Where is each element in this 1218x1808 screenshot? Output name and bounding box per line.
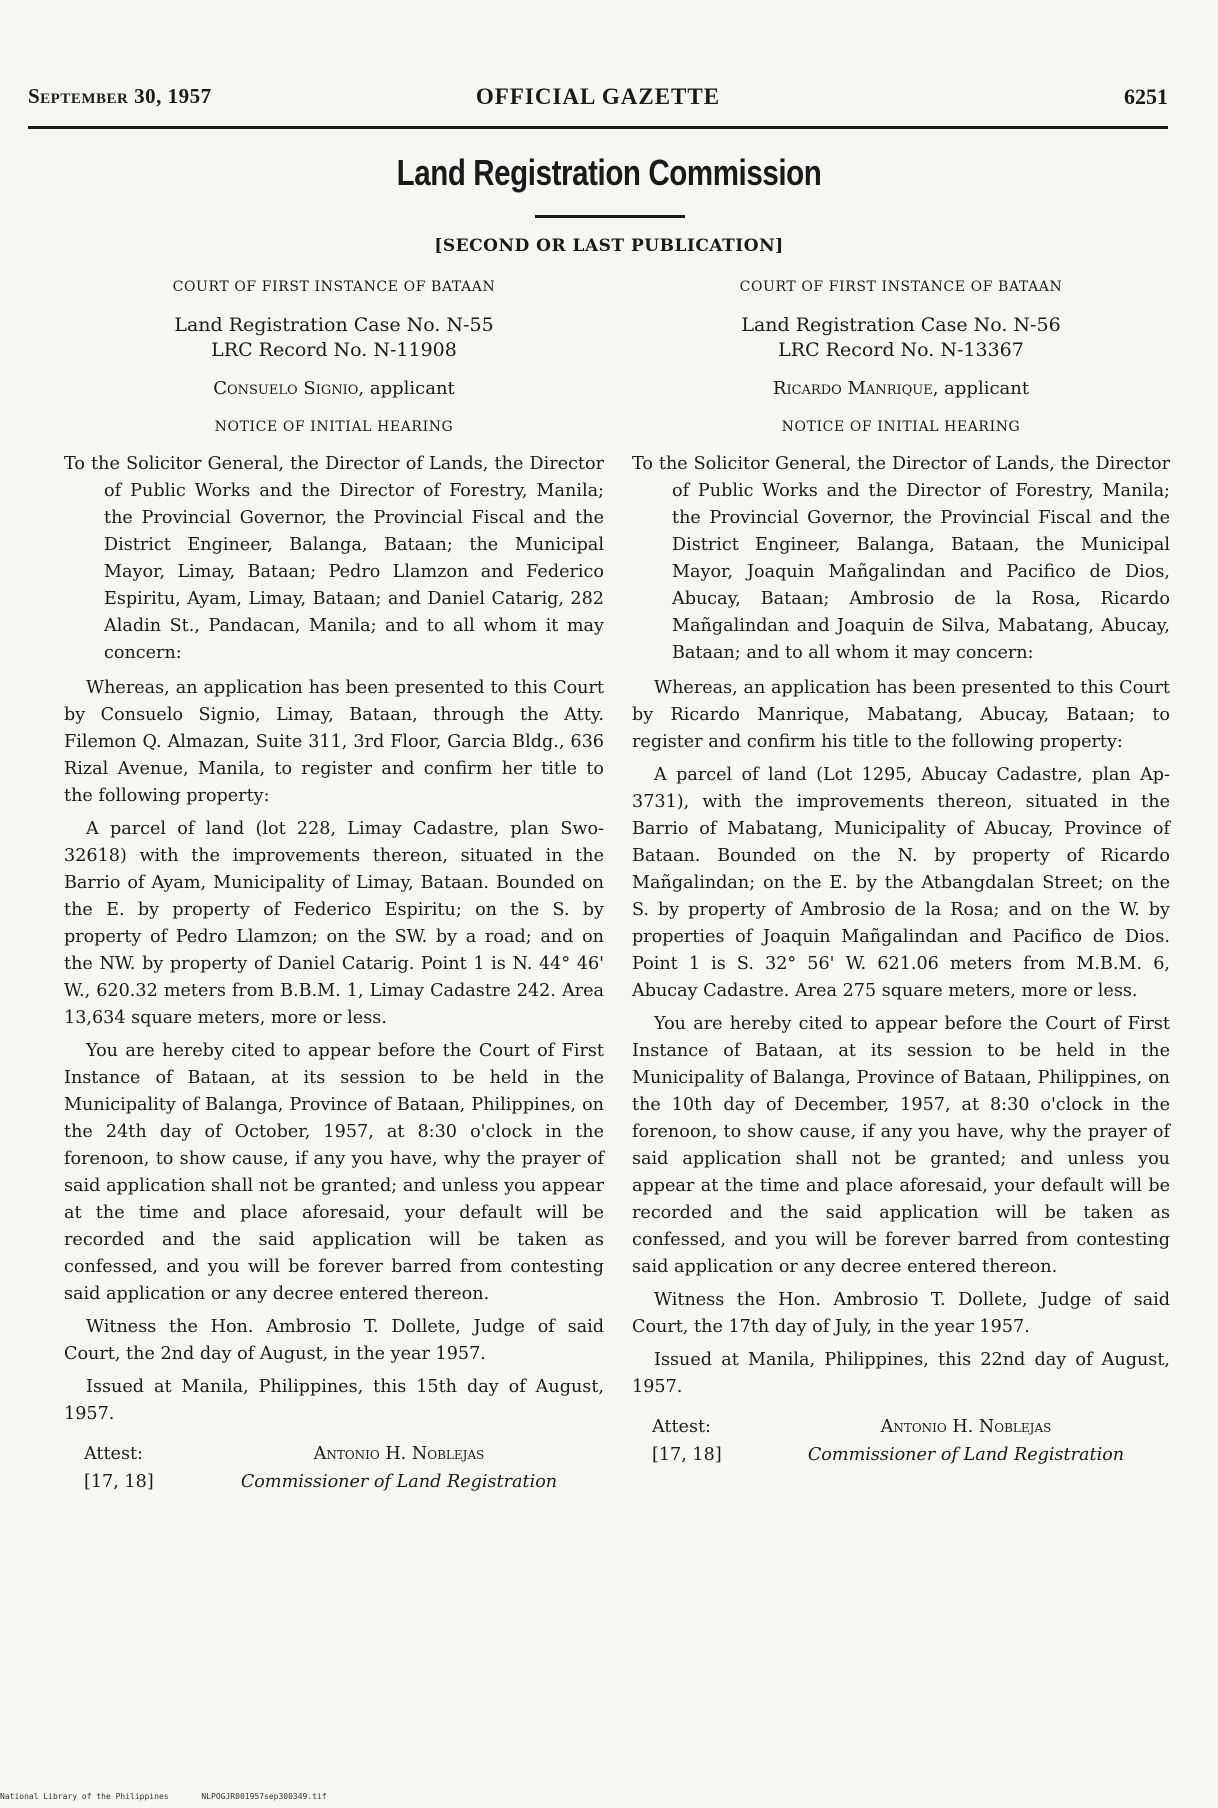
paragraph-application: Whereas, an application has been presented to this Court by Ricardo Manrique, Mabatang, Abucay, Bataan; to register and confirm his title to the following property: <box>632 678 1170 752</box>
attestation <box>632 1413 1170 1469</box>
paragraph-property: A parcel of land (lot 228, Limay Cadastre, plan Swo-32618) with the improvements thereon, situated in the Barrio of Ayam, Municipality of Limay, Bataan. Bounded on the E. by property of Federico Espiritu; on the S. by property of Pedro Llamzon; on the SW. by a road; and on the NW. by property of Daniel Catarig. Point 1 is N. 44° 46' W., 620.32 meters from B.B.M. 1, Limay Cadastre 242. Area 13,634 square meters, more or less. <box>64 819 604 1028</box>
paragraph-issued: Issued at Manila, Philippines, this 15th day of August, 1957. <box>64 1377 604 1424</box>
paragraph-citation: You are hereby cited to appear before the Court of First Instance of Bataan, at its session to be held in the Municipality of Balanga, Province of Bataan, Philippines, on the 10th day of December, 1957, at 8:30 o'clock in the forenoon, to show cause, if any you have, why the prayer of said application shall not be granted; and unless you appear at the time and place aforesaid, your default will be recorded and the said application will be taken as confessed, and you will be forever barred from contesting said application or any decree entered thereon. <box>632 1014 1170 1277</box>
attestation <box>64 1440 604 1496</box>
signatory-name: Antonio H. Noblejas <box>313 1444 485 1464</box>
attest-label: Attest: <box>652 1417 711 1437</box>
paragraph-witness: Witness the Hon. Ambrosio T. Dollete, Judge of said Court, the 17th day of July, in the year 1957. <box>632 1290 1170 1337</box>
addressee: To the Solicitor General, the Director of Lands, the Director of Public Works and the Director of Forestry, Manila; the Provincial Governor, the Provincial Fiscal and the District Engineer, Balanga, Bataan, the Municipal Mayor, Joaquin Mañgalindan and Pacifico de Dios, Abucay, Bataan; Ambrosio de la Rosa, Ricardo Mañgalindan and Joaquin de Silva, Mabatang, Abucay, Bataan; and to all whom it may concern: <box>632 454 1170 663</box>
file-id: NLPOGJR001957sep300349.tif <box>201 1792 327 1801</box>
signatory-title: Commissioner of Land Registration <box>240 1472 558 1492</box>
applicant-name: Ricardo Manrique <box>772 378 933 399</box>
issue-date: September 30, 1957 <box>28 84 212 108</box>
signatory-name: Antonio H. Noblejas <box>880 1417 1052 1437</box>
paragraph-witness: Witness the Hon. Ambrosio T. Dollete, Judge of said Court, the 2nd day of August, in the year 1957. <box>64 1317 604 1364</box>
publication-dates: [17, 18] <box>84 1472 154 1492</box>
header-rule <box>28 126 1168 129</box>
case-number: Land Registration Case No. N-56 <box>741 314 1061 336</box>
lrc-record: LRC Record No. N-13367 <box>778 339 1024 361</box>
publication-dates: [17, 18] <box>652 1445 722 1465</box>
paragraph-property: A parcel of land (Lot 1295, Abucay Cadastre, plan Ap-3731), with the improvements thereon, situated in the Barrio of Mabatang, Municipality of Abucay, Province of Bataan. Bounded on the N. by property of Ricardo Mañgalindan; on the E. by the Atbangdalan Street; on the S. by property of Ambrosio de la Rosa; and on the W. by properties of Joaquin Mañgalindan and Pacifico de Dios. Point 1 is S. 32° 56' W. 621.06 meters from M.B.M. 6, Abucay Cadastre. Area 275 square meters, more or less. <box>632 765 1170 1001</box>
notice-column-right <box>632 272 1170 1469</box>
applicant-line <box>632 375 1170 402</box>
applicant-line <box>64 375 604 402</box>
notice-column-left <box>64 272 604 1496</box>
attest-label: Attest: <box>84 1444 143 1464</box>
applicant-name: Consuelo Signio <box>213 378 359 399</box>
title-rule <box>535 215 685 218</box>
library-credit: National Library of the Philippines <box>0 1792 169 1801</box>
notice-title: NOTICE OF INITIAL HEARING <box>781 419 1021 435</box>
section-title: Land Registration Commission <box>396 152 822 193</box>
applicant-suffix: , applicant <box>932 378 1030 399</box>
lrc-record: LRC Record No. N-11908 <box>211 339 457 361</box>
signatory-title: Commissioner of Land Registration <box>807 1445 1125 1465</box>
publication-name: OFFICIAL GAZETTE <box>475 84 721 109</box>
page-number: 6251 <box>1124 84 1168 109</box>
addressee: To the Solicitor General, the Director of Lands, the Director of Public Works and the Director of Forestry, Manila; the Provincial Governor, the Provincial Fiscal and the District Engineer, Balanga, Bataan; the Municipal Mayor, Limay, Bataan; Pedro Llamzon and Federico Espiritu, Ayam, Limay, Bataan; and Daniel Catarig, 282 Aladin St., Pandacan, Manila; and to all whom it may concern: <box>64 454 604 663</box>
publication-note: [SECOND OR LAST PUBLICATION] <box>434 236 784 256</box>
scan-footer <box>0 1792 355 1801</box>
court-name: COURT OF FIRST INSTANCE OF BATAAN <box>739 279 1063 295</box>
paragraph-citation: You are hereby cited to appear before the Court of First Instance of Bataan, at its session to be held in the Municipality of Balanga, Province of Bataan, Philippines, on the 24th day of October, 1957, at 8:30 o'clock in the forenoon, to show cause, if any you have, why the prayer of said application shall not be granted; and unless you appear at the time and place aforesaid, your default will be recorded and the said application will be taken as confessed, and you will be forever barred from contesting said application or any decree entered thereon. <box>64 1041 604 1304</box>
applicant-suffix: , applicant <box>358 378 455 399</box>
case-number: Land Registration Case No. N-55 <box>174 314 494 336</box>
notice-title: NOTICE OF INITIAL HEARING <box>214 419 454 435</box>
page-header <box>28 84 1168 122</box>
paragraph-application: Whereas, an application has been presented to this Court by Consuelo Signio, Limay, Bataan, through the Atty. Filemon Q. Almazan, Suite 311, 3rd Floor, Garcia Bldg., 636 Rizal Avenue, Manila, to register and confirm her title to the following property: <box>64 678 604 806</box>
paragraph-issued: Issued at Manila, Philippines, this 22nd day of August, 1957. <box>632 1350 1170 1397</box>
court-name: COURT OF FIRST INSTANCE OF BATAAN <box>172 279 496 295</box>
